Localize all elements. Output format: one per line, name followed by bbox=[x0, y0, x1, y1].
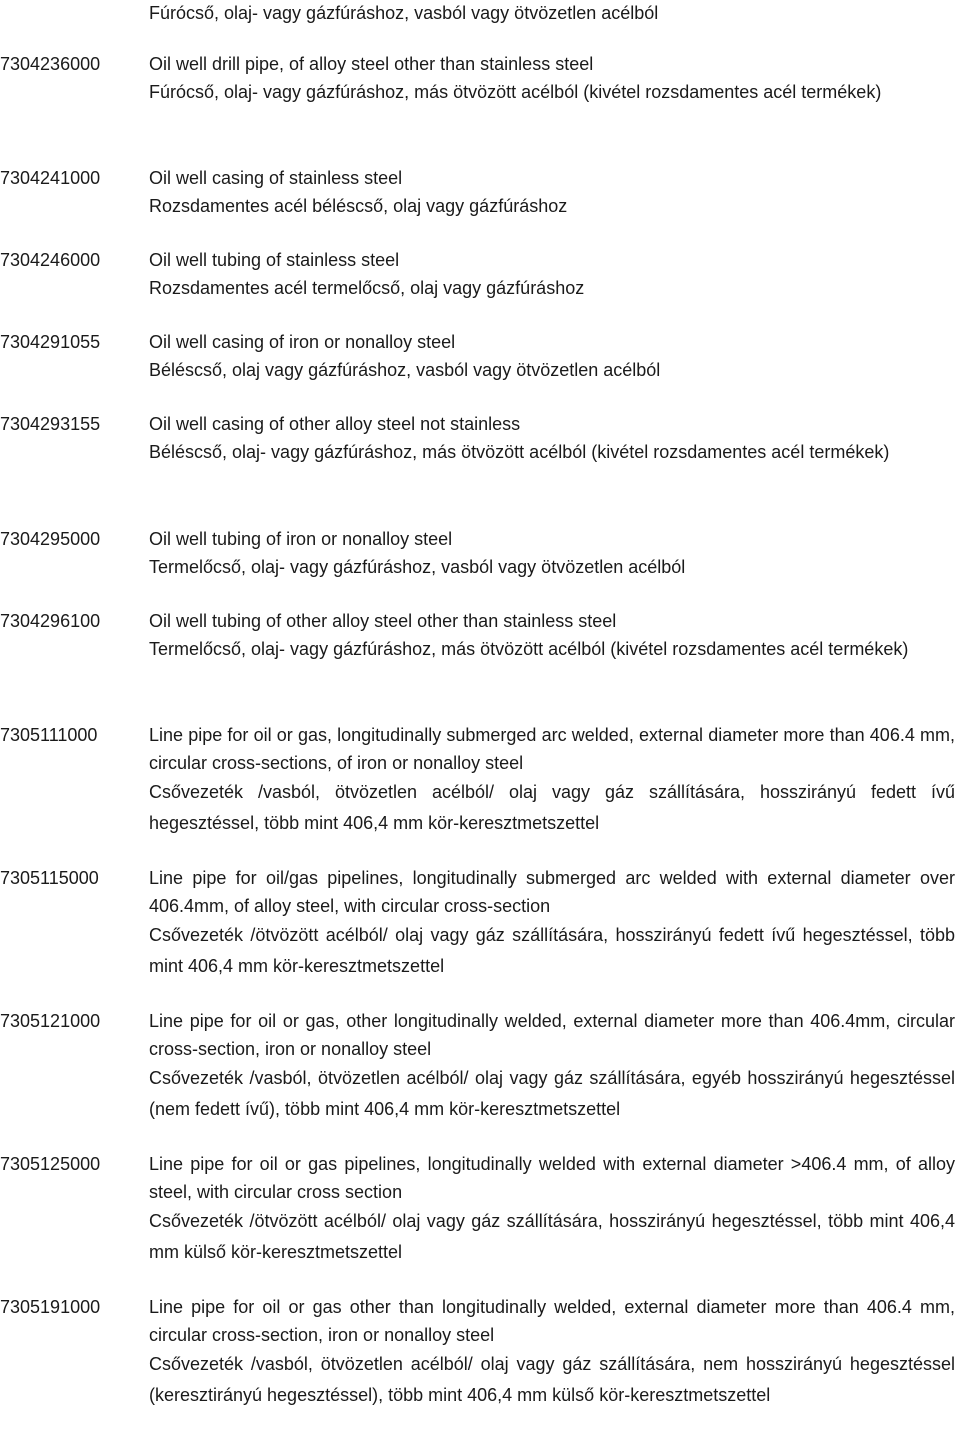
tariff-code: 7304236000 bbox=[0, 54, 101, 74]
description-hu: Csővezeték /ötvözött acélból/ olaj vagy gáz szállítására, hosszirányú fedett ívű hegesztéssel, több mint 406,4 mm kör-keresztmetszettel bbox=[149, 925, 955, 976]
tariff-description bbox=[149, 328, 955, 385]
description-en: Oil well tubing of other alloy steel other than stainless steel bbox=[149, 611, 617, 631]
description-en: Oil well tubing of stainless steel bbox=[149, 250, 400, 270]
tariff-code: 7304293155 bbox=[0, 414, 101, 434]
tariff-description bbox=[149, 164, 955, 221]
description-en: Oil well tubing of iron or nonalloy steel bbox=[149, 529, 453, 549]
tariff-description bbox=[149, 50, 955, 107]
tariff-code: 7304246000 bbox=[0, 250, 101, 270]
tariff-description bbox=[149, 525, 955, 582]
tariff-description bbox=[149, 410, 955, 467]
tariff-code: 7304296100 bbox=[0, 611, 101, 631]
tariff-description bbox=[149, 721, 955, 839]
tariff-description bbox=[149, 864, 955, 982]
tariff-code: 7305115000 bbox=[0, 868, 99, 888]
description-hu: Rozsdamentes acél termelőcső, olaj vagy gázfúráshoz bbox=[149, 278, 585, 298]
tariff-code: 7305111000 bbox=[0, 725, 98, 745]
description-hu: Béléscső, olaj- vagy gázfúráshoz, más ötvözött acélból (kivétel rozsdamentes acél termékek) bbox=[149, 442, 890, 462]
description-en: Oil well casing of other alloy steel not stainless bbox=[149, 414, 521, 434]
tariff-description bbox=[149, 246, 955, 303]
tariff-code: 7304241000 bbox=[0, 168, 101, 188]
description-hu: Csővezeték /vasból, ötvözetlen acélból/ olaj vagy gáz szállítására, hosszirányú fedett ívű hegesztéssel, több mint 406,4 mm kör-keresztmetszettel bbox=[149, 782, 955, 833]
tariff-code: 7305125000 bbox=[0, 1154, 101, 1174]
lead-description-hu: Fúrócső, olaj- vagy gázfúráshoz, vasból vagy ötvözetlen acélból bbox=[149, 3, 659, 23]
description-hu: Csővezeték /vasból, ötvözetlen acélból/ olaj vagy gáz szállítására, egyéb hosszirányú hegesztéssel (nem fedett ívű), több mint 406,4 mm kör-keresztmetszettel bbox=[149, 1068, 955, 1119]
description-en: Line pipe for oil or gas, longitudinally submerged arc welded, external diameter more than 406.4 mm, circular cross-sections, of iron or nonalloy steel bbox=[149, 725, 955, 773]
description-hu: Béléscső, olaj vagy gázfúráshoz, vasból vagy ötvözetlen acélból bbox=[149, 360, 661, 380]
description-hu: Csővezeték /ötvözött acélból/ olaj vagy gáz szállítására, hosszirányú hegesztéssel, több mint 406,4 mm külső kör-keresztmetszettel bbox=[149, 1211, 955, 1262]
tariff-code: 7305191000 bbox=[0, 1297, 101, 1317]
tariff-description bbox=[149, 1007, 955, 1125]
description-en: Line pipe for oil or gas other than longitudinally welded, external diameter more than 406.4 mm, circular cross-section, iron or nonalloy steel bbox=[149, 1297, 955, 1345]
description-en: Oil well casing of iron or nonalloy steel bbox=[149, 332, 456, 352]
description-en: Oil well drill pipe, of alloy steel other than stainless steel bbox=[149, 54, 594, 74]
description-en: Oil well casing of stainless steel bbox=[149, 168, 403, 188]
tariff-description bbox=[149, 1150, 955, 1268]
tariff-description bbox=[149, 1293, 955, 1411]
description-en: Line pipe for oil/gas pipelines, longitudinally submerged arc welded with external diameter over 406.4mm, of alloy steel, with circular cross-section bbox=[149, 868, 955, 916]
description-en: Line pipe for oil or gas, other longitudinally welded, external diameter more than 406.4mm, circular cross-section, iron or nonalloy steel bbox=[149, 1011, 955, 1059]
tariff-code: 7304295000 bbox=[0, 529, 101, 549]
description-hu: Fúrócső, olaj- vagy gázfúráshoz, más ötvözött acélból (kivétel rozsdamentes acél termékek) bbox=[149, 82, 882, 102]
tariff-code: 7304291055 bbox=[0, 332, 101, 352]
description-hu: Termelőcső, olaj- vagy gázfúráshoz, más ötvözött acélból (kivétel rozsdamentes acél termékek) bbox=[149, 639, 909, 659]
tariff-code: 7305121000 bbox=[0, 1011, 101, 1031]
tariff-description bbox=[149, 607, 955, 664]
description-hu: Rozsdamentes acél béléscső, olaj vagy gázfúráshoz bbox=[149, 196, 568, 216]
description-hu: Csővezeték /vasból, ötvözetlen acélból/ olaj vagy gáz szállítására, nem hosszirányú hegesztéssel (keresztirányú hegesztéssel), több mint 406,4 mm külső kör-keresztmetszettel bbox=[149, 1354, 955, 1405]
description-hu: Termelőcső, olaj- vagy gázfúráshoz, vasból vagy ötvözetlen acélból bbox=[149, 557, 686, 577]
description-en: Line pipe for oil or gas pipelines, longitudinally welded with external diameter >406.4 mm, of alloy steel, with circular cross section bbox=[149, 1154, 955, 1202]
